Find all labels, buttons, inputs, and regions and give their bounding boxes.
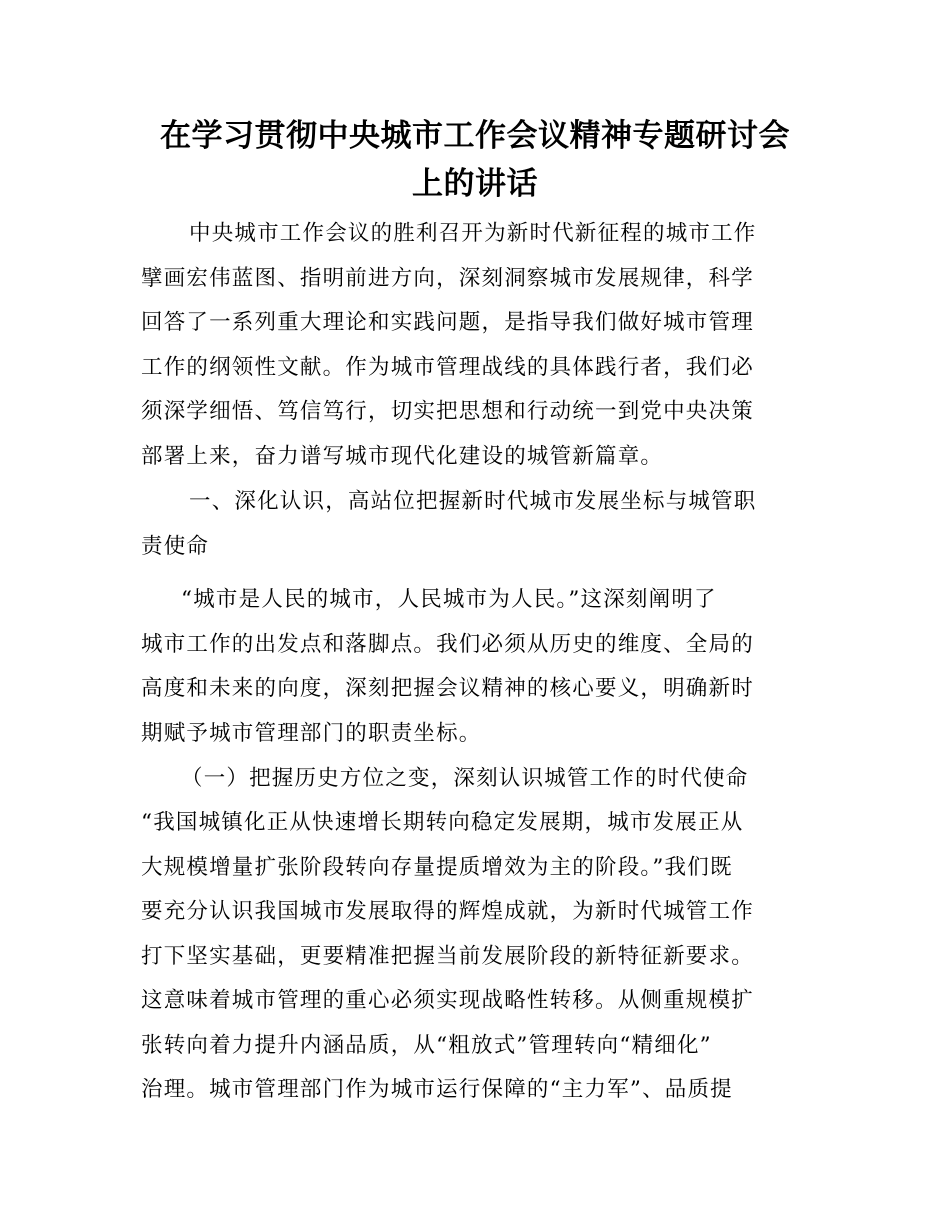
intro-paragraph [141, 212, 811, 479]
text-line: 回答了一系列重大理论和实践问题，是指导我们做好城市管理 [141, 310, 754, 335]
text-line: 打下坚实基础，更要精准把握当前发展阶段的新特征新要求。 [141, 943, 754, 969]
text-line: 要充分认识我国城市发展取得的辉煌成就，为新时代城管工作 [141, 899, 754, 924]
title-line: 在学习贯彻中央城市工作会议精神专题研讨会 [160, 118, 790, 154]
text-line: 责使命 [141, 533, 210, 559]
text-line: 中央城市工作会议的胜利召开为新时代新征程的城市工作 [189, 221, 757, 246]
text-line: 期赋予城市管理部门的职责坐标。 [141, 720, 482, 746]
text-line: 治理。城市管理部门作为城市运行保障的“主力军”、品质提 [141, 1077, 733, 1102]
title-line: 上的讲话 [412, 166, 538, 202]
paragraph-2 [141, 578, 811, 756]
text-line: 大规模增量扩张阶段转向存量提质增效为主的阶段。”我们既 [141, 854, 733, 880]
section-heading-1 [141, 480, 811, 569]
text-line: 工作的纲领性文献。作为城市管理战线的具体践行者，我们必 [141, 354, 754, 380]
text-line: 这意味着城市管理的重心必须实现战略性转移。从侧重规模扩 [141, 988, 754, 1013]
subsection-heading-1 [141, 757, 811, 802]
text-line: 张转向着力提升内涵品质，从“粗放式”管理转向“精细化” [141, 1032, 712, 1058]
text-line: 城市工作的出发点和落脚点。我们必须从历史的维度、全局的 [141, 631, 754, 657]
paragraph-3 [141, 801, 811, 1113]
text-line: 须深学细悟、笃信笃行，切实把思想和行动统一到党中央决策 [141, 399, 754, 424]
text-line: 擘画宏伟蓝图、指明前进方向，深刻洞察城市发展规律，科学 [141, 265, 754, 291]
text-line: “我国城镇化正从快速增长期转向稳定发展期，城市发展正从 [141, 810, 744, 835]
text-line: “城市是人民的城市，人民城市为人民。”这深刻阐明了 [181, 587, 717, 612]
text-line: （一）把握历史方位之变，深刻认识城管工作的时代使命 [181, 766, 749, 791]
text-line: 部署上来，奋力谱写城市现代化建设的城管新篇章。 [141, 443, 664, 469]
document-title [140, 112, 810, 208]
text-line: 高度和未来的向度，深刻把握会议精神的核心要义，明确新时 [141, 676, 754, 701]
text-line: 一、深化认识，高站位把握新时代城市发展坐标与城管职 [189, 489, 757, 514]
